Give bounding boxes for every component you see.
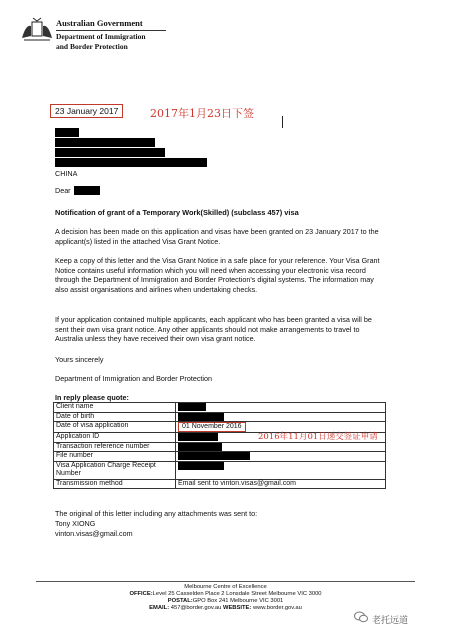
footer-centre: Melbourne Centre of Excellence xyxy=(184,584,267,590)
redacted-receipt-number xyxy=(178,462,224,470)
org-name: Australian Government xyxy=(56,18,143,28)
redacted-trn xyxy=(178,443,222,451)
cc-name: Tony XIONG xyxy=(55,519,96,528)
client-name-label: Client name xyxy=(54,403,176,413)
redacted-file-number xyxy=(178,452,250,460)
office-label: OFFICE: xyxy=(129,591,153,597)
redacted-dob xyxy=(178,413,224,421)
salutation: Dear xyxy=(55,186,71,195)
office-address: Level 25 Casselden Place 2 Lonsdale Street Melbourne VIC 3000 xyxy=(152,591,322,597)
letter-date: 23 January 2017 xyxy=(50,104,123,118)
application-id-label: Application ID xyxy=(54,433,176,443)
cc-email: vinton.visas@gmail.com xyxy=(55,529,133,538)
paragraph-decision: A decision has been made on this application and visas have been granted on 23 January 2017 to the applicant(s) listed in the attached Visa Grant Notice. xyxy=(55,227,379,246)
dob-value xyxy=(176,412,386,422)
redacted-client-name xyxy=(178,403,206,411)
footer-divider xyxy=(36,581,415,582)
receipt-number-value xyxy=(176,461,386,479)
trn-label: Transaction reference number xyxy=(54,442,176,452)
table-row xyxy=(54,403,386,413)
application-date-annotation: 2016年11月01日递交签证申请 xyxy=(258,432,378,442)
table-row xyxy=(54,442,386,452)
letterhead-divider xyxy=(56,30,166,31)
client-name-value xyxy=(176,403,386,413)
letter-title: Notification of grant of a Temporary Work(Skilled) (subclass 457) visa xyxy=(55,208,299,217)
address-country: CHINA xyxy=(55,169,78,178)
coat-of-arms-icon xyxy=(20,16,54,44)
redacted-recipient-name xyxy=(74,186,100,195)
email-label: EMAIL: xyxy=(149,605,170,611)
table-row xyxy=(54,461,386,479)
footer-website: www.border.gov.au xyxy=(252,605,302,611)
paragraph-keep-copy: Keep a copy of this letter and the Visa Grant Notice in a safe place for your reference. Your Visa Grant Notice contains useful information which you will need when accessing your electronic visa record through the Department of Immigration and Border Protection's digital systems. The information may also assist organisations and airlines when undertaking checks. xyxy=(55,256,380,294)
department-line-2: and Border Protection xyxy=(56,42,128,51)
transmission-method-value: Email sent to vinton.visas@gmail.com xyxy=(176,479,386,489)
redacted-address-line-4 xyxy=(55,158,207,167)
department-line-1: Department of Immigration xyxy=(56,32,146,41)
cc-note: The original of this letter including any attachments was sent to: xyxy=(55,509,258,518)
table-row xyxy=(54,452,386,462)
table-row xyxy=(54,412,386,422)
transmission-method-label: Transmission method xyxy=(54,479,176,489)
footer-email: 457@border.gov.au xyxy=(170,605,222,611)
redacted-address-line-1 xyxy=(55,128,79,137)
file-number-value xyxy=(176,452,386,462)
date-annotation: 2017年1月23日下签 xyxy=(150,107,254,120)
paragraph-multiple-applicants: If your application contained multiple applicants, each applicant who has been granted a visa will be sent their own visa grant notice. Any other applicants should not make arrangements to travel to Australia unless they have received their own visa grant notice. xyxy=(55,315,372,343)
application-date-label: Date of visa application xyxy=(54,422,176,433)
redacted-application-id xyxy=(178,433,218,441)
quote-table xyxy=(53,402,386,489)
wechat-icon xyxy=(354,611,368,623)
watermark-text: 老托远道 xyxy=(372,616,409,626)
quote-heading: In reply please quote: xyxy=(55,393,129,402)
trn-value xyxy=(176,442,386,452)
dob-label: Date of birth xyxy=(54,412,176,422)
receipt-number-label: Visa Application Charge Receipt Number xyxy=(54,461,176,479)
application-date: 01 November 2016 xyxy=(178,422,246,432)
table-row xyxy=(54,479,386,489)
text-cursor xyxy=(282,116,283,128)
redacted-address-line-2 xyxy=(55,138,155,147)
closing: Yours sincerely xyxy=(55,355,104,364)
postal-label: POSTAL: xyxy=(167,598,193,604)
redacted-address-line-3 xyxy=(55,148,165,157)
signoff: Department of Immigration and Border Protection xyxy=(55,374,213,383)
website-label: WEBSITE: xyxy=(222,605,252,611)
letterhead xyxy=(56,18,166,52)
postal-address: GPO Box 241 Melbourne VIC 3001 xyxy=(192,598,284,604)
file-number-label: File number xyxy=(54,452,176,462)
